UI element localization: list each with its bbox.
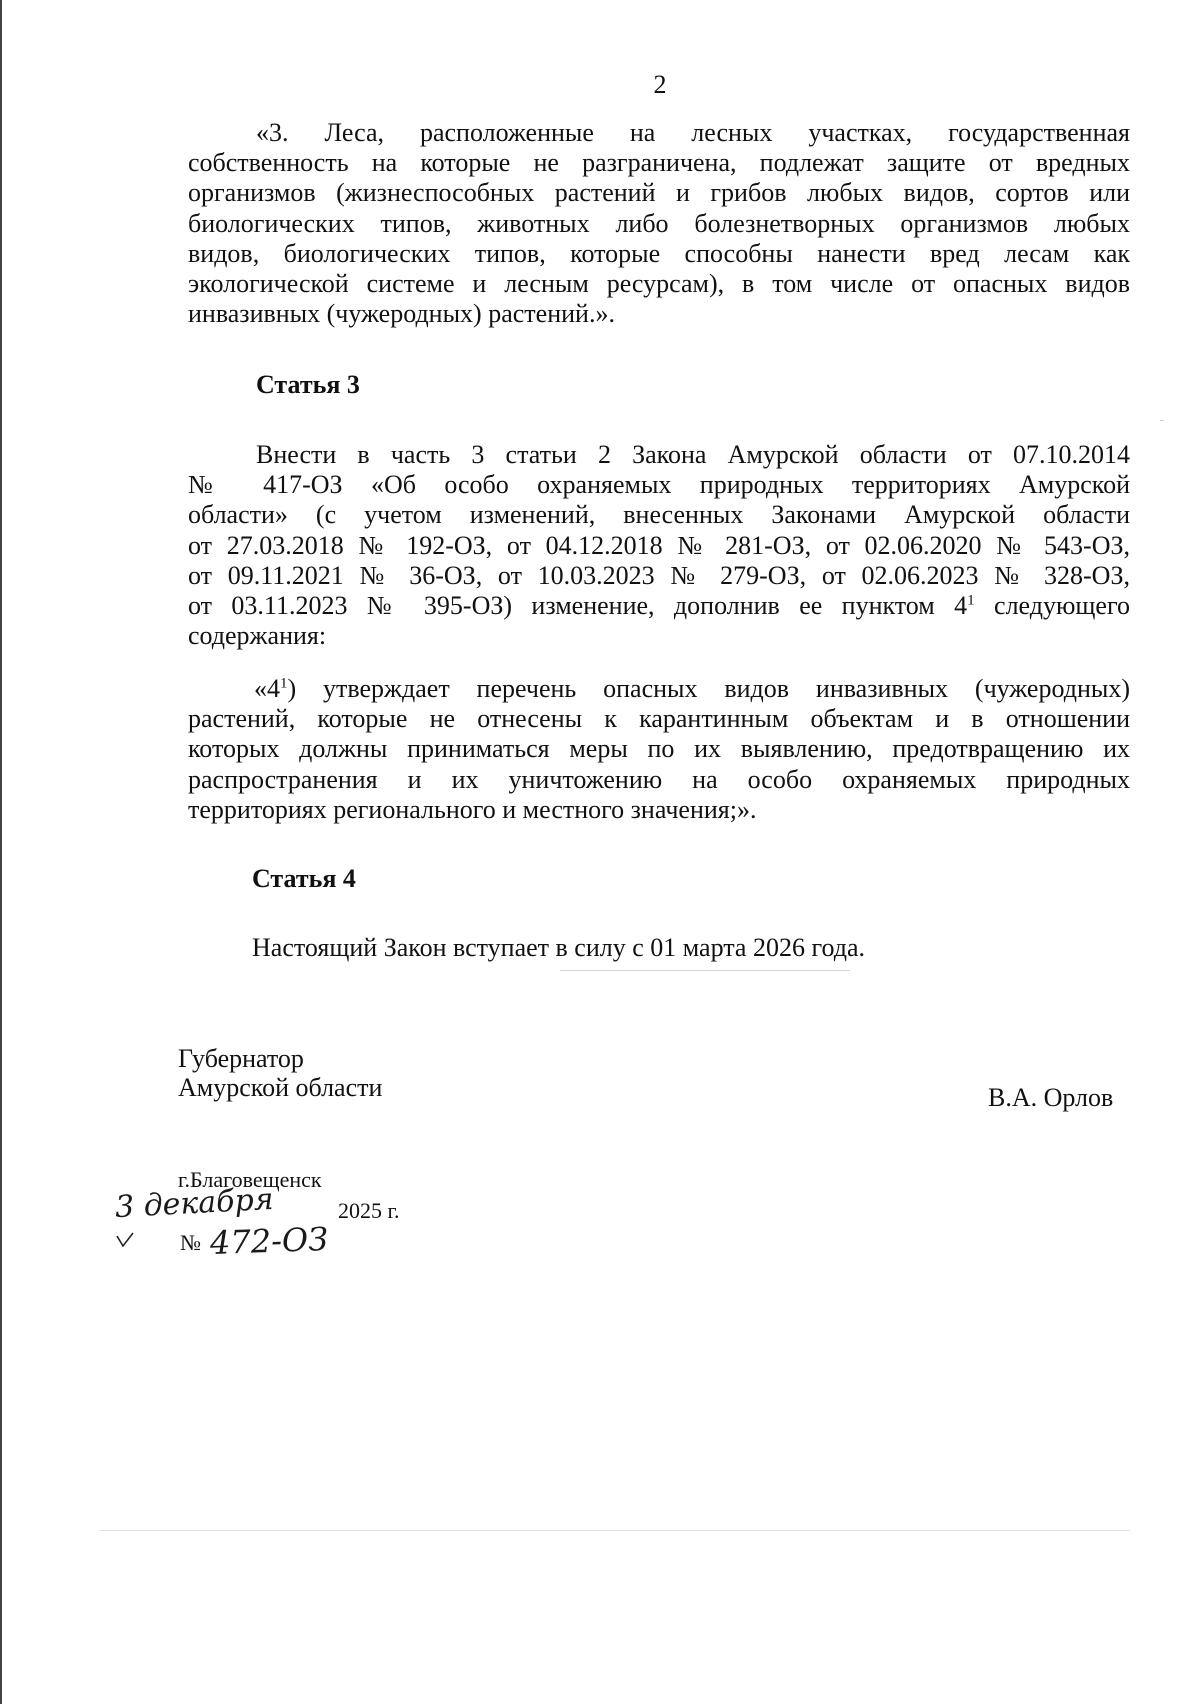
article-4-heading: Статья 4	[252, 864, 356, 893]
text-fragment: следующего	[974, 591, 1130, 621]
signatory-title	[178, 1044, 382, 1102]
text-line: от 09.11.2021 № 36-ОЗ, от 10.03.2023 № 279-ОЗ, от 02.06.2023 № 328-ОЗ,	[188, 560, 1130, 590]
text-line: территориях регионального и местного значения;».	[188, 794, 757, 824]
scan-artifact	[560, 970, 850, 971]
text-line: экологической системе и лесным ресурсам), в том числе от опасных видов	[188, 269, 1130, 299]
text-line: области» (с учетом изменений, внесенных Законами Амурской области	[188, 500, 1130, 530]
text-line: биологических типов, животных либо болезнетворных организмов любых	[188, 208, 1130, 238]
text-line: «3. Леса, расположенные на лесных участках, государственная	[256, 118, 1130, 147]
text-line: которых должны приниматься меры по их выявлению, предотвращению их	[188, 734, 1130, 764]
paragraph-article-4: Настоящий Закон вступает в силу с 01 марта 2026 года.	[252, 933, 865, 962]
scan-artifact	[100, 1530, 1130, 1531]
signatory-title-line: Губернатор	[178, 1044, 304, 1073]
text-line: содержания:	[188, 621, 327, 651]
text-fragment: от 03.11.2023 № 395-ОЗ) изменение, дополнив ее пунктом 4	[188, 591, 968, 621]
text-line: Внести в часть 3 статьи 2 Закона Амурской области от 07.10.2014	[256, 440, 1130, 469]
superscript: 1	[967, 592, 975, 609]
paragraph-item-4-1	[188, 674, 1130, 825]
article-3-heading: Статья 3	[256, 370, 360, 399]
handwritten-date: 3 декабря	[114, 1181, 275, 1226]
date-year: 2025 г.	[338, 1198, 400, 1223]
text-line: инвазивных (чужеродных) растений.».	[188, 299, 615, 329]
text-fragment: «4	[254, 674, 280, 703]
text-line	[188, 674, 1130, 704]
city-label: г.Благовещенск	[178, 1167, 322, 1192]
text-line	[188, 591, 1130, 621]
handwritten-law-number: 472-ОЗ	[209, 1219, 329, 1263]
superscript: 1	[280, 675, 288, 692]
scan-artifact	[1160, 420, 1164, 421]
check-mark-icon	[116, 1232, 134, 1248]
text-line: видов, биологических типов, которые способны нанести вред лесам как	[188, 238, 1130, 268]
text-fragment: ) утверждает перечень опасных видов инвазивных (чужеродных)	[287, 674, 1130, 703]
signatory-name: В.А. Орлов	[988, 1083, 1114, 1112]
signatory-title-line: Амурской области	[178, 1073, 383, 1102]
text-line: от 27.03.2018 № 192-ОЗ, от 04.12.2018 № 281-ОЗ, от 02.06.2020 № 543-ОЗ,	[188, 530, 1130, 560]
text-line: собственность на которые не разграничена, подлежат защите от вредных	[188, 148, 1130, 178]
text-line: растений, которые не отнесены к карантинным объектам и в отношении	[188, 704, 1130, 734]
scan-edge	[0, 0, 2, 1704]
paragraph-article-3	[188, 440, 1130, 651]
text-line: распространения и их уничтожению на особо охраняемых природных	[188, 764, 1130, 794]
paragraph-forest-protection	[188, 118, 1130, 329]
text-line: организмов (жизнеспособных растений и грибов любых видов, сортов или	[188, 178, 1130, 208]
law-number-prefix: №	[180, 1230, 201, 1255]
page-number: 2	[653, 70, 667, 99]
text-line: № 417-ОЗ «Об особо охраняемых природных территориях Амурской	[188, 470, 1130, 500]
